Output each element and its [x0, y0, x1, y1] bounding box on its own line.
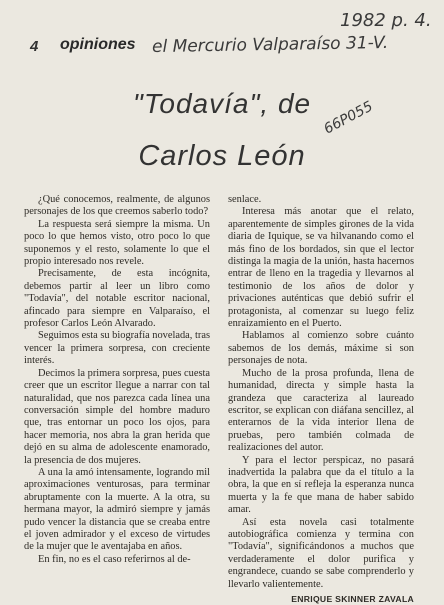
paragraph-continuation: senlace. — [228, 194, 262, 205]
paragraph: Precisamente, de esta incógnita, debemos partir al leer un libro como "Todavía", del notable escritor nacional, afincado para siempre en Valparaíso, el profesor Carlos León Alvarado. — [24, 268, 210, 330]
paragraph: Mucho de la prosa profunda, llena de humanidad, directa y simple hasta la grandeza que caracteriza al laureado escritor, se explican con diáfana sencillez, al enterarnos de la vida interior llena de pruebas, pero también colmada de realizaciones del autor. — [228, 367, 414, 454]
left-column — [24, 194, 210, 566]
paragraph: En fin, no es el caso referirnos al de- — [38, 553, 191, 565]
paragraph: ¿Qué conocemos, realmente, de algunos personajes de los que creemos saberlo todo? — [24, 194, 210, 218]
article-title-line1: "Todavía", de — [132, 88, 312, 119]
paragraph: La respuesta será siempre la misma. Un poco lo que hemos visto, otro poco lo que suponemos y el resto, solamente lo que el propio interesado nos revele. — [24, 218, 210, 268]
section-label: opiniones — [60, 36, 136, 53]
right-column — [228, 194, 414, 605]
paragraph: Así esta novela casi totalmente autobiográfica comienza y termina con "Todavía", significándonos a muchos que verdaderamente el dolor purifica y engrandece, cuando se sabe comprenderlo y llevarlo valientemente. — [228, 516, 414, 590]
paragraph: Decimos la primera sorpresa, pues cuesta creer que un escritor llegue a narrar con tal naturalidad, que nos parezca cada línea una conversación simple del hombre maduro que, tras entornar un poco los ojos, para hacer memoria, nos abra la gran herida que dejó en su alma de adolescente enamorado, la presencia de dos mujeres. — [24, 367, 210, 466]
paragraph: A una la amó intensamente, logrando mil aproximaciones venturosas, para terminar abruptamente con la muerte. A la otra, su hermana mayor, la admiró siempre y jamás pudo vencer la distancia que se creaba entre el joven admirador y el exceso de virtudes de la mujer que le aventajaba en años. — [24, 466, 210, 553]
handwritten-code: 66P055 — [321, 98, 376, 138]
handwritten-source: el Mercurio Valparaíso 31-V. — [151, 32, 389, 58]
paragraph: Hablamos al comienzo sobre cuánto sabemos de los demás, máxime si son personajes de nota. — [228, 330, 414, 367]
author-byline: ENRIQUE SKINNER ZAVALA — [291, 594, 414, 604]
paragraph: Y para el lector perspicaz, no pasará inadvertida la palabra que da el título a la obra, la que en sí refleja la esperanza nunca muerta y la fe que mana de haber sabido amar. — [228, 454, 414, 516]
paragraph: Seguimos esta su biografía novelada, tras vencer la primera sorpresa, con creciente interés. — [24, 330, 210, 367]
paragraph: Interesa más anotar que el relato, aparentemente de simples girones de la vida diaria de Iquique, se va hilvanando como el más fino de los bordados, sin que el lector distinga la magia de la unión, hasta hacernos entrar de lleno en la tragedia y llevarnos al testimonio de los años de dolor y privaciones auténticas que debió sufrir el protagonista, al comenzar su luego feliz enraizamiento en el Puerto. — [228, 206, 414, 330]
article-title-line2: Carlos León — [138, 140, 306, 172]
page-number: 4 — [30, 38, 39, 55]
handwritten-date: 1982 p. 4. — [340, 10, 432, 31]
